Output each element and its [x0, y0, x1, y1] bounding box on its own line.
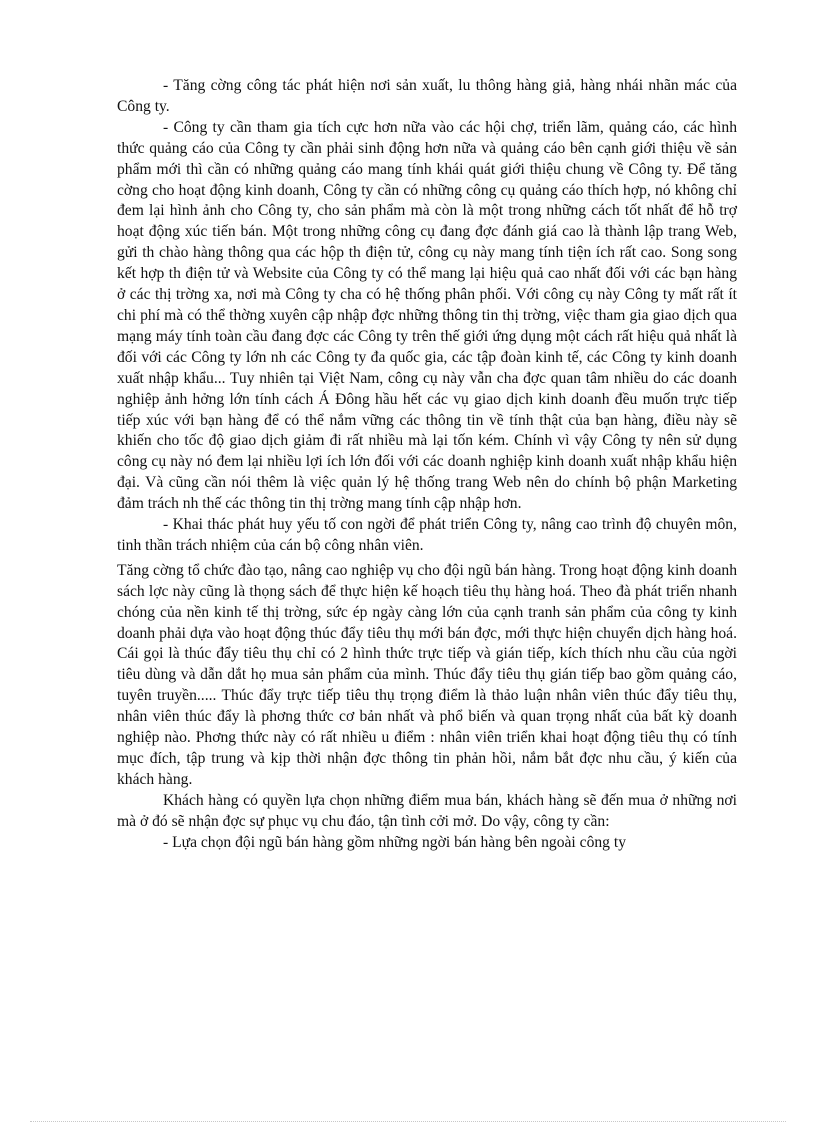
paragraph-1: - Tăng cờng công tác phát hiện nơi sản xuất, lu thông hàng giả, hàng nhái nhãn mác của Công ty.: [117, 77, 737, 115]
paragraph-4: Tăng cờng tổ chức đào tạo, nâng cao nghiệp vụ cho đội ngũ bán hàng. Trong hoạt động kinh doanh sách lợc này cũng là thọng sách để thực hiện kế hoạch tiêu thụ hàng hoá. Theo đà phát triển nhanh chóng của nền kinh tế thị trờng, sức ép ngày càng lớn của cạnh tranh sản phẩm của công ty kinh doanh phải dựa vào hoạt động thúc đẩy tiêu thụ mới bán đợc, mới thực hiện chuyển dịch hàng hoá. Cái gọi là thúc đẩy tiêu thụ chỉ có 2 hình thức trực tiếp và gián tiếp, kích thích nhu cầu của ngời tiêu dùng và dẫn dắt họ mua sản phẩm của mình. Thúc đẩy tiêu thụ gián tiếp bao gồm quảng cáo, tuyên truyền..... Thúc đẩy trực tiếp tiêu thụ trọng điểm là thảo luận nhân viên thúc đẩy tiêu thụ, nhân viên thúc đẩy là phơng thức cơ bản nhất và phổ biến và quan trọng nhất của bất kỳ doanh nghiệp nào. Phơng thức này có rất nhiều u điểm : nhân viên triển khai hoạt động tiêu thụ có tính mục đích, tập trung và kịp thời nhận đợc thông tin phản hồi, nắm bắt đợc nhu cầu, ý kiến của khách hàng.: [117, 561, 737, 788]
paragraph-3: - Khai thác phát huy yếu tố con ngời để phát triển Công ty, nâng cao trình độ chuyên môn, tinh thần trách nhiệm của cán bộ công nhân viên.: [117, 516, 737, 554]
document-page: [117, 76, 737, 854]
paragraph-2: - Công ty cần tham gia tích cực hơn nữa vào các hội chợ, triển lãm, quảng cáo, các hình thức quảng cáo của Công ty cần phải sinh động hơn nữa và quảng cáo bên cạnh giới thiệu về sản phẩm mới thì cần có những quảng cáo mang tính khái quát giới thiệu chung về Công ty. Để tăng cờng cho hoạt động kinh doanh, Công ty cần có những công cụ quảng cáo thích hợp, nó không chỉ đem lại hình ảnh cho Công ty, cho sản phẩm mà còn là một trong những cách tốt nhất để hỗ trợ hoạt động xúc tiến bán. Một trong những công cụ đang đợc đánh giá cao là thành lập trang Web, gửi th chào hàng thông qua các hộp th điện tử, công cụ này mang tính tiện ích rất cao. Song song kết hợp th điện tử và Website của Công ty có thể mang lại hiệu quả cao nhất đối với các bạn hàng ở các thị trờng xa, nơi mà Công ty cha có hệ thống phân phối. Với công cụ này Công ty mất rất ít chi phí mà có thể thờng xuyên cập nhập đợc những thông tin thị trờng, việc tham gia giao dịch qua mạng máy tính toàn cầu đang đợc các Công ty trên thế giới ứng dụng một cách rất hiệu quả nhất là đối với các Công ty lớn nh các Công ty đa quốc gia, các tập đoàn kinh tế, các Công ty kinh doanh xuất nhập khẩu... Tuy nhiên tại Việt Nam, công cụ này vẫn cha đợc quan tâm nhiều do các doanh nghiệp ảnh hởng lớn tính cách Á Đông hầu hết các vụ giao dịch kinh doanh đều muốn trực tiếp tiếp xúc với bạn hàng để có thể nắm vững các thông tin về tính thật của bạn hàng, điều này sẽ khiến cho tốc độ giao dịch giảm đi rất nhiều mà lại tốn kém. Chính vì vậy Công ty nên sử dụng công cụ này nó đem lại nhiều lợi ích lớn đối với các doanh nghiệp kinh doanh xuất nhập khẩu hiện đại. Và cũng cần nói thêm là việc quản lý hệ thống trang Web nên do chính bộ phận Marketing đảm trách nh thế các thông tin thị trờng mang tính cập nhập hơn.: [117, 118, 737, 513]
paragraph-5: Khách hàng có quyền lựa chọn những điểm mua bán, khách hàng sẽ đến mua ở những nơi mà ở đó sẽ nhận đợc sự phục vụ chu đáo, tận tình cởi mở. Do vậy, công ty cần:: [117, 791, 737, 830]
paragraph-6: - Lựa chọn đội ngũ bán hàng gồm những ngời bán hàng bên ngoài công ty: [163, 833, 626, 851]
page-bottom-divider: [30, 1121, 786, 1122]
